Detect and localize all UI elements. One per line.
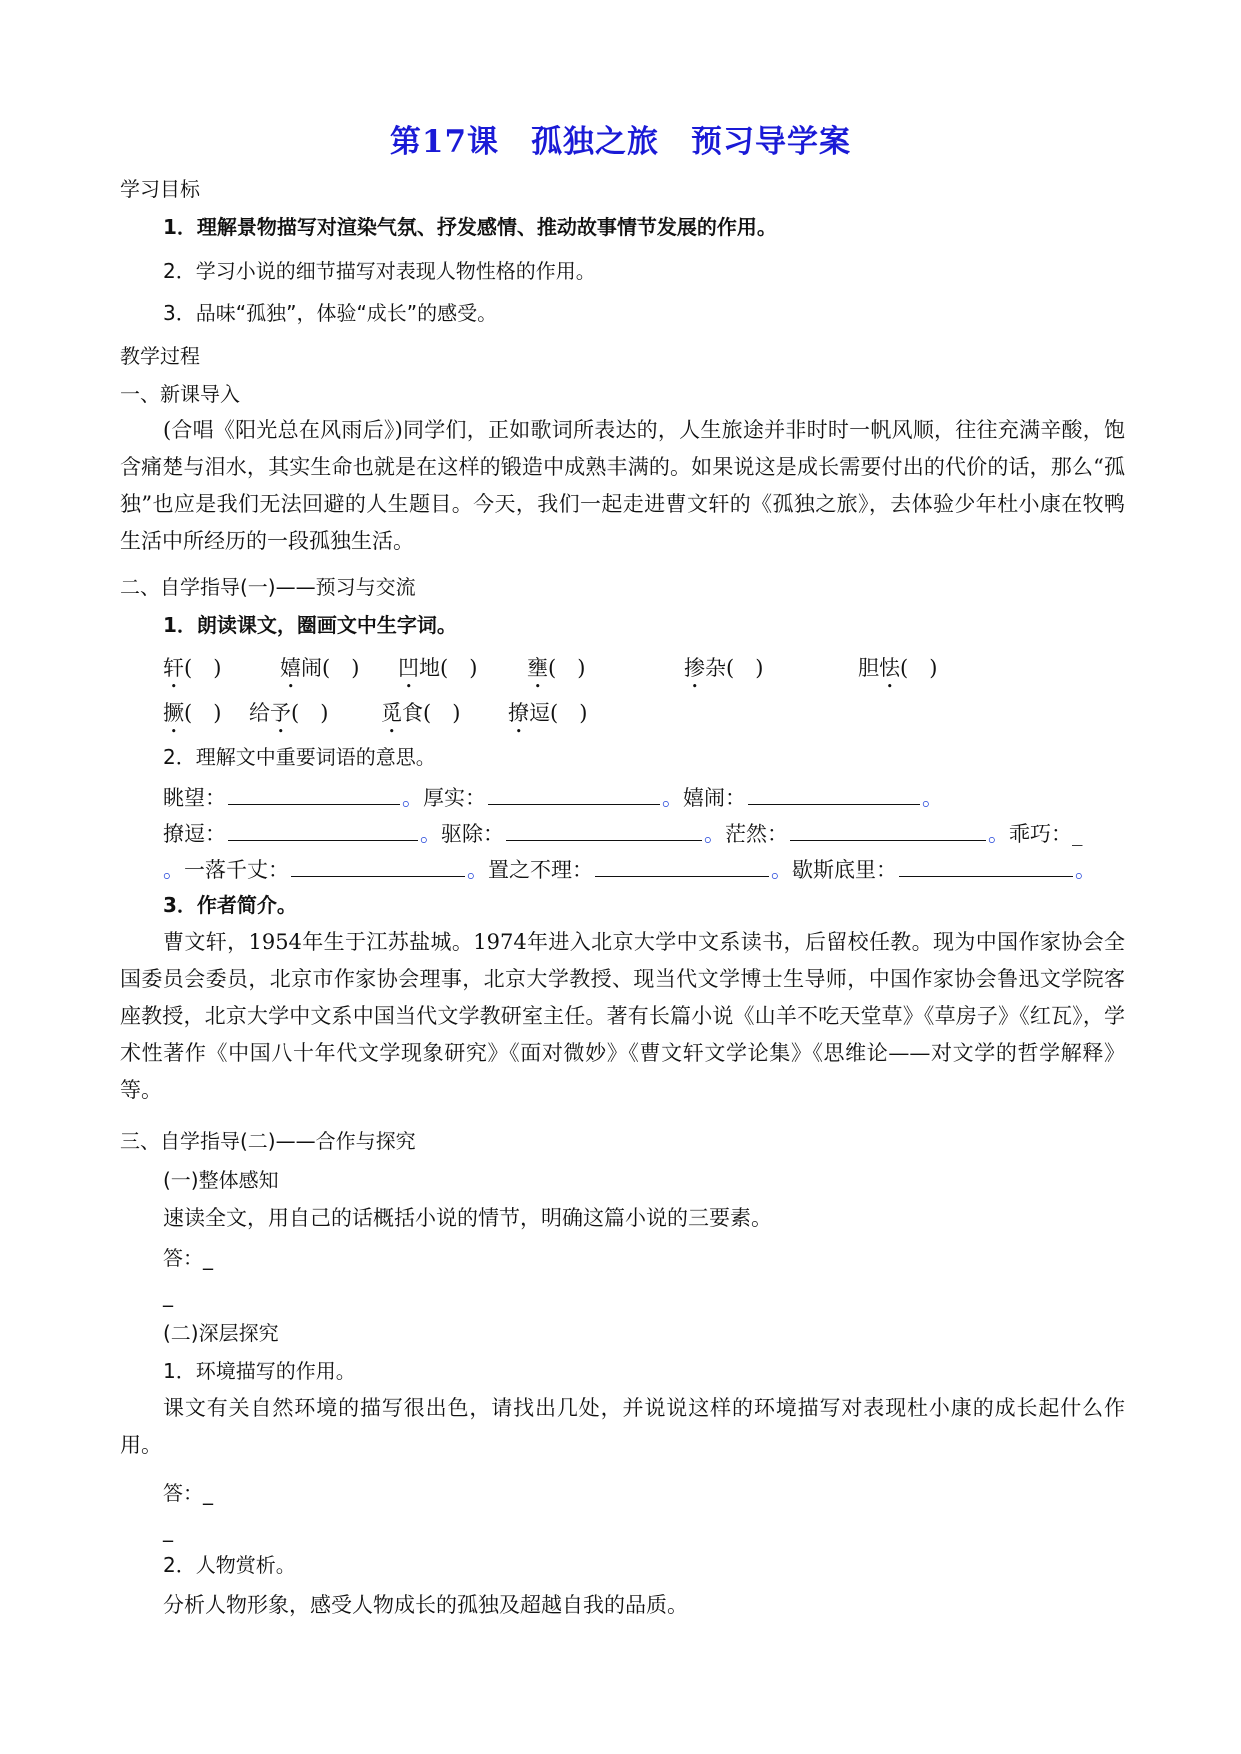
question-3: 3．作者简介。 (163, 893, 297, 917)
answer-blank[interactable] (488, 782, 660, 805)
objective-1: 1．理解景物描写对渲染气氛、抒发感情、推动故事情节发展的作用。 (163, 215, 777, 239)
vocab-item: 胆怯( ) (858, 656, 938, 680)
part2-q1-answer-line2: _ (163, 1518, 173, 1542)
terms-row-2: 撩逗： 。驱除： 。茫然： 。乖巧：_ (163, 818, 1083, 847)
terms-row-3: 。一落千丈： 。置之不理： 。歇斯底里： 。 (163, 854, 1096, 883)
vocab-item: 轩( ) (163, 656, 222, 680)
author-paragraph: 曹文轩，1954年生于江苏盐城。1974年进入北京大学中文系读书，后留校任教。现为中国作家协会全国委员会委员，北京市作家协会理事，北京大学教授、现当代文学博士生导师，中国作家协会鲁迅文学院客座教授，北京大学中文系中国当代文学教研室主任。著有长篇小说《山羊不吃天堂草》《草房子》《红瓦》，学术性著作《中国八十年代文学现象研究》《面对微妙》《曹文轩文学论集》《思维论——对文学的哲学解释》等。 (120, 930, 1125, 1102)
part2-heading: (二)深层探究 (163, 1321, 279, 1345)
answer-blank[interactable] (291, 854, 465, 877)
process-heading: 教学过程 (120, 344, 200, 368)
vocab-item: 觅食( ) (381, 701, 461, 725)
vocab-item: 凹地( ) (398, 656, 478, 680)
part1-answer: 答：_ (163, 1246, 213, 1270)
part2-q1-answer: 答：_ (163, 1481, 213, 1505)
answer-blank[interactable] (899, 854, 1073, 877)
part2-q2-prompt: 分析人物形象，感受人物成长的孤独及超越自我的品质。 (163, 1593, 688, 1617)
answer-blank[interactable] (228, 782, 400, 805)
part1-heading: (一)整体感知 (163, 1168, 279, 1192)
objective-3: 3．品味“孤独”，体验“成长”的感受。 (163, 301, 498, 325)
intro-paragraph: (合唱《阳光总在风雨后》)同学们，正如歌词所表达的，人生旅途并非时时一帆风顺，往往充满辛酸，饱含痛楚与泪水，其实生命也就是在这样的锻造中成熟丰满的。如果说这是成长需要付出的代价的话，那么“孤独”也应是我们无法回避的人生题目。今天，我们一起走进曹文轩的《孤独之旅》，去体验少年杜小康在牧鸭生活中所经历的一段孤独生活。 (120, 418, 1125, 553)
vocab-item: 撩逗( ) (508, 701, 588, 725)
answer-blank[interactable] (228, 818, 418, 841)
objectives-heading: 学习目标 (120, 177, 200, 201)
section3-heading: 三、自学指导(二)——合作与探究 (120, 1129, 416, 1153)
answer-blank[interactable] (506, 818, 702, 841)
vocab-item: 掺杂( ) (684, 656, 764, 680)
part2-question-2: 2．人物赏析。 (163, 1553, 296, 1577)
vocab-item: 壅( ) (527, 656, 586, 680)
answer-blank[interactable] (790, 818, 986, 841)
objective-2: 2．学习小说的细节描写对表现人物性格的作用。 (163, 259, 596, 283)
vocab-item: 撅( ) (163, 701, 222, 725)
section1-heading: 一、新课导入 (120, 382, 240, 406)
part2-question-1: 1．环境描写的作用。 (163, 1359, 356, 1383)
vocab-item: 给予( ) (249, 701, 329, 725)
question-1: 1．朗读课文，圈画文中生字词。 (163, 613, 457, 637)
question-2: 2．理解文中重要词语的意思。 (163, 745, 436, 769)
vocab-item: 嬉闹( ) (280, 656, 360, 680)
part1-answer-line2: _ (163, 1283, 173, 1307)
part2-q1-prompt: 课文有关自然环境的描写很出色，请找出几处，并说说这样的环境描写对表现杜小康的成长起什么作用。 (120, 1396, 1125, 1457)
part1-prompt: 速读全文，用自己的话概括小说的情节，明确这篇小说的三要素。 (163, 1206, 772, 1230)
page-title: 第17课 孤独之旅 预习导学案 (389, 124, 852, 160)
answer-blank[interactable] (748, 782, 920, 805)
section2-heading: 二、自学指导(一)——预习与交流 (120, 575, 416, 599)
terms-row-1: 眺望： 。厚实： 。嬉闹： 。 (163, 782, 943, 811)
answer-blank[interactable] (595, 854, 769, 877)
